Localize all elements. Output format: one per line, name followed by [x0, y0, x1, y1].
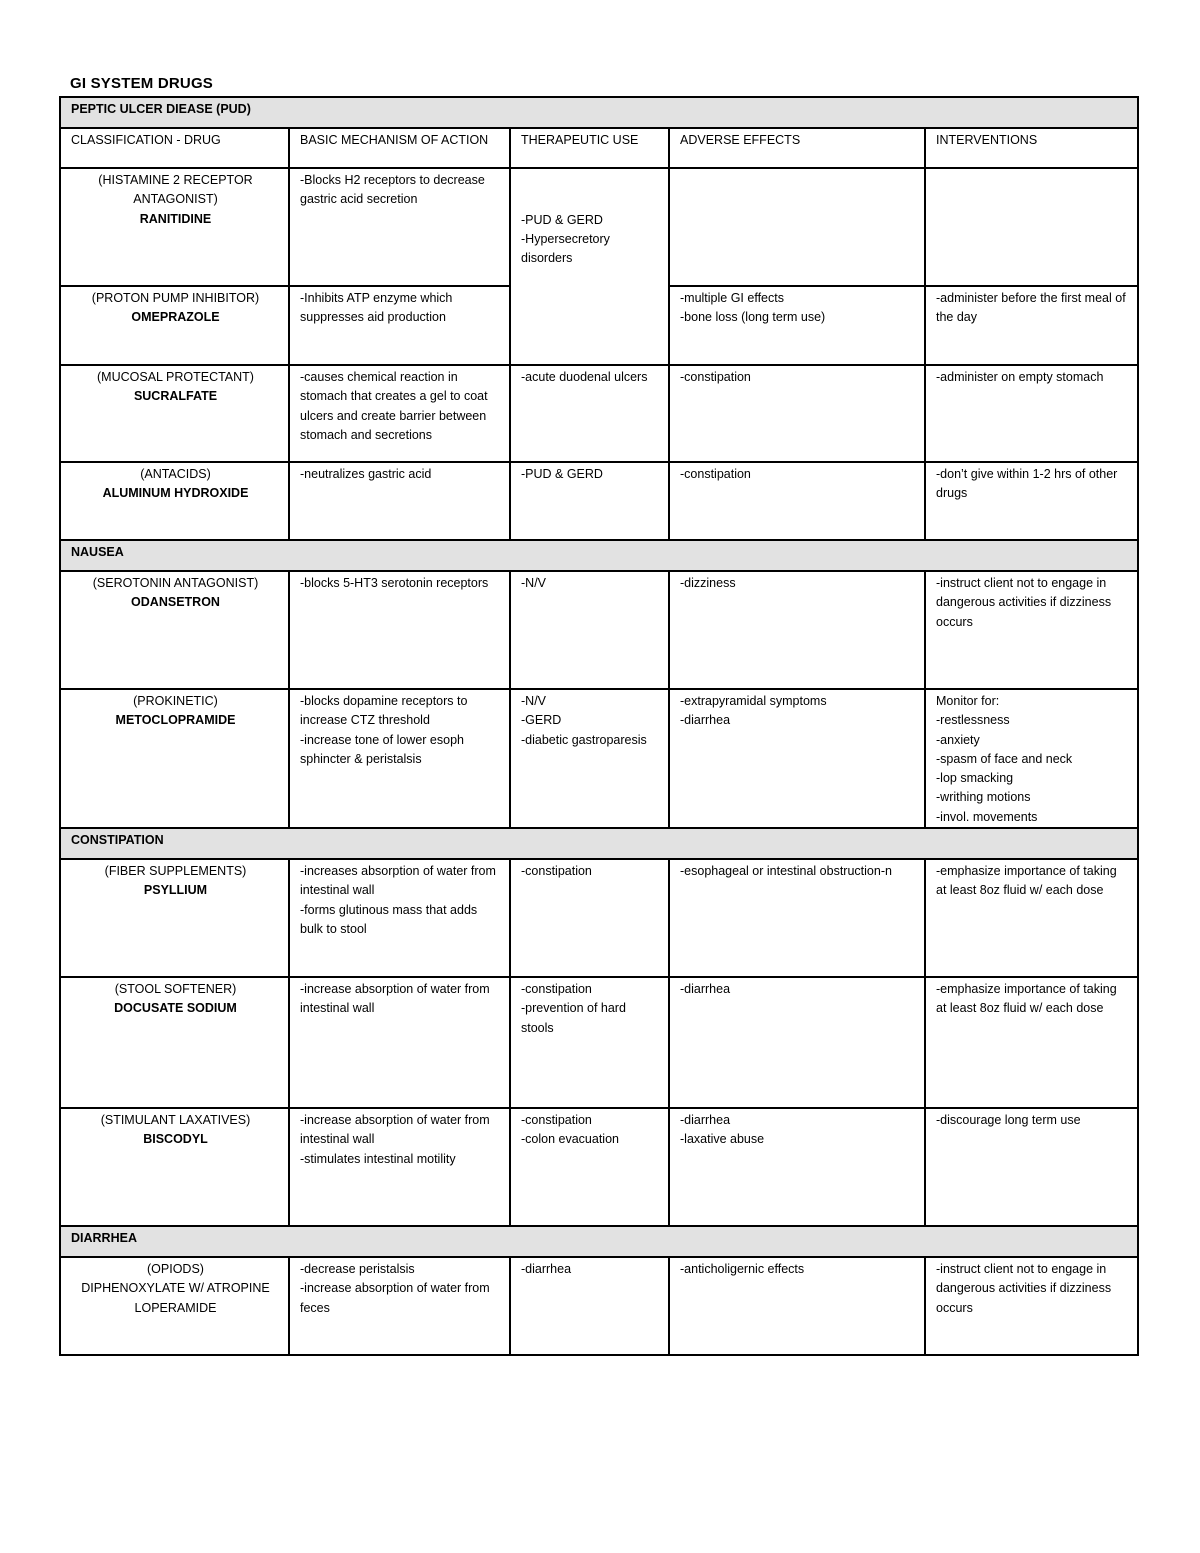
classification-cell: [60, 689, 289, 828]
drug-row-biscodyl: [60, 1108, 1138, 1226]
classification-cell: [60, 286, 289, 365]
adverse-effects-text: -esophageal or intestinal obstruction-n: [680, 864, 892, 879]
drug-name: DOCUSATE SODIUM: [114, 1001, 237, 1016]
column-header-interventions: INTERVENTIONS: [925, 128, 1138, 168]
therapeutic-use-text: -acute duodenal ulcers: [521, 370, 648, 384]
classification-cell: [60, 168, 289, 286]
therapeutic-use-text: -constipation -colon evacuation: [521, 1113, 619, 1147]
adverse-effects-cell: [669, 1257, 925, 1355]
interventions-cell: [925, 462, 1138, 540]
column-header-adverse-effects: ADVERSE EFFECTS: [669, 128, 925, 168]
adverse-effects-text: -diarrhea: [680, 982, 731, 997]
adverse-effects-cell: [669, 365, 925, 462]
interventions-text: -emphasize importance of taking at least 8oz fluid w/ each dose: [936, 982, 1121, 1016]
therapeutic-use-text: -PUD & GERD -Hypersecretory disorders: [521, 212, 610, 266]
therapeutic-use-text: -N/V: [521, 576, 546, 590]
drug-row-ranitidine: [60, 168, 1138, 286]
mechanism-text: -neutralizes gastric acid: [300, 467, 432, 481]
therapeutic-use-text: -constipation -prevention of hard stools: [521, 982, 626, 1035]
section-title: PEPTIC ULCER DIEASE (PUD): [60, 97, 1138, 128]
mechanism-cell: [289, 859, 510, 977]
mechanism-cell: [289, 365, 510, 462]
drug-row-odansetron: [60, 571, 1138, 689]
interventions-cell: [925, 1108, 1138, 1226]
adverse-effects-text: -constipation: [680, 467, 751, 481]
therapeutic-use-text: -diarrhea: [521, 1262, 572, 1277]
mechanism-text: -Inhibits ATP enzyme which suppresses aid production: [300, 291, 456, 325]
adverse-effects-cell: [669, 286, 925, 365]
therapeutic-use-text: -constipation: [521, 864, 592, 879]
drug-name: ODANSETRON: [131, 595, 220, 610]
adverse-effects-text: -extrapyramidal symptoms -diarrhea: [680, 694, 827, 728]
drug-class: (PROTON PUMP INHIBITOR): [91, 291, 260, 305]
mechanism-text: -causes chemical reaction in stomach that creates a gel to coat ulcers and create barrier between stomach and secretions: [300, 370, 492, 442]
column-header-classification: CLASSIFICATION - DRUG: [60, 128, 289, 168]
classification-cell: [60, 977, 289, 1108]
adverse-effects-cell: [669, 462, 925, 540]
mechanism-cell: [289, 689, 510, 828]
mechanism-cell: [289, 286, 510, 365]
drug-name: SUCRALFATE: [133, 389, 218, 404]
drug-name: ALUMINUM HYDROXIDE: [102, 486, 249, 501]
interventions-cell: [925, 1257, 1138, 1355]
therapeutic-use-cell: [510, 365, 669, 462]
section-header-nausea: [60, 540, 1138, 571]
section-title: NAUSEA: [60, 540, 1138, 571]
drug-row-psyllium: [60, 859, 1138, 977]
interventions-cell: [925, 168, 1138, 286]
classification-cell: [60, 1257, 289, 1355]
therapeutic-use-cell: [510, 977, 669, 1108]
mechanism-cell: [289, 977, 510, 1108]
mechanism-cell: [289, 168, 510, 286]
classification-cell: [60, 571, 289, 689]
adverse-effects-cell: [669, 689, 925, 828]
drug-name: RANITIDINE: [139, 211, 212, 226]
interventions-text: -administer on empty stomach: [936, 370, 1104, 384]
adverse-effects-cell: [669, 977, 925, 1108]
drug-class: (FIBER SUPPLEMENTS): [104, 864, 247, 879]
mechanism-text: -increase absorption of water from intestinal wall -stimulates intestinal motility: [300, 1113, 490, 1166]
mechanism-text: -increases absorption of water from intestinal wall -forms glutinous mass that adds bulk to stool: [300, 864, 496, 936]
adverse-effects-cell: [669, 168, 925, 286]
page-title: GI SYSTEM DRUGS: [70, 75, 214, 92]
drug-class: (STOOL SOFTENER): [114, 982, 237, 997]
drug-class: (ANTACIDS): [140, 467, 211, 481]
adverse-effects-cell: [669, 859, 925, 977]
adverse-effects-cell: [669, 571, 925, 689]
drug-row-sucralfate: [60, 365, 1138, 462]
therapeutic-use-text: -PUD & GERD: [521, 467, 603, 481]
drug-row-aluminum-hydroxide: [60, 462, 1138, 540]
drug-table: [59, 96, 1139, 1356]
mechanism-text: -Blocks H2 receptors to decrease gastric acid secretion: [300, 173, 489, 207]
drug-class: (OPIODS): [147, 1262, 204, 1277]
classification-cell: [60, 859, 289, 977]
mechanism-cell: [289, 1108, 510, 1226]
interventions-text: -don’t give within 1-2 hrs of other drugs: [936, 467, 1121, 501]
adverse-effects-text: -constipation: [680, 370, 751, 384]
adverse-effects-text: -anticholigernic effects: [680, 1262, 805, 1277]
interventions-text: -instruct client not to engage in dangerous activities if dizziness occurs: [936, 576, 1115, 629]
adverse-effects-text: -diarrhea -laxative abuse: [680, 1113, 765, 1147]
column-header-therapeutic-use: THERAPEUTIC USE: [510, 128, 669, 168]
mechanism-cell: [289, 571, 510, 689]
drug-class: (STIMULANT LAXATIVES): [100, 1113, 251, 1128]
drug-class: (HISTAMINE 2 RECEPTOR ANTAGONIST): [98, 173, 256, 207]
column-header-row: [60, 128, 1138, 168]
therapeutic-use-text: -N/V -GERD -diabetic gastroparesis: [521, 694, 647, 747]
classification-cell: [60, 462, 289, 540]
mechanism-text: -increase absorption of water from intestinal wall: [300, 982, 494, 1016]
adverse-effects-text: -dizziness: [680, 576, 736, 590]
therapeutic-use-cell: [510, 1257, 669, 1355]
drug-name: DIPHENOXYLATE W/ ATROPINE LOPERAMIDE: [81, 1281, 270, 1315]
drug-class: (SEROTONIN ANTAGONIST): [92, 576, 259, 590]
section-title: DIARRHEA: [60, 1226, 1138, 1257]
section-title: CONSTIPATION: [60, 828, 1138, 859]
interventions-text: -instruct client not to engage in dangerous activities if dizziness occurs: [936, 1262, 1115, 1315]
interventions-cell: [925, 689, 1138, 828]
interventions-text: -discourage long term use: [936, 1113, 1081, 1128]
therapeutic-use-cell: [510, 462, 669, 540]
therapeutic-use-cell: [510, 689, 669, 828]
interventions-cell: [925, 859, 1138, 977]
interventions-text: -emphasize importance of taking at least 8oz fluid w/ each dose: [936, 864, 1121, 898]
mechanism-cell: [289, 1257, 510, 1355]
classification-cell: [60, 1108, 289, 1226]
drug-row-opiods: [60, 1257, 1138, 1355]
mechanism-cell: [289, 462, 510, 540]
interventions-text: Monitor for: -restlessness -anxiety -spasm of face and neck -lop smacking -writhing motions -invol. movements: [936, 694, 1073, 824]
column-header-mechanism: BASIC MECHANISM OF ACTION: [289, 128, 510, 168]
therapeutic-use-cell: [510, 859, 669, 977]
drug-class: (MUCOSAL PROTECTANT): [97, 370, 254, 384]
drug-row-metoclopramide: [60, 689, 1138, 828]
section-header-pud: [60, 97, 1138, 128]
interventions-text: -administer before the first meal of the day: [936, 291, 1130, 325]
interventions-cell: [925, 977, 1138, 1108]
drug-name: METOCLOPRAMIDE: [115, 713, 236, 728]
section-header-diarrhea: [60, 1226, 1138, 1257]
classification-cell: [60, 365, 289, 462]
drug-name: BISCODYL: [143, 1132, 208, 1147]
section-header-constipation: [60, 828, 1138, 859]
mechanism-text: -decrease peristalsis -increase absorption of water from feces: [300, 1262, 490, 1315]
drug-name: OMEPRAZOLE: [131, 310, 220, 325]
interventions-cell: [925, 365, 1138, 462]
drug-name: PSYLLIUM: [143, 883, 208, 898]
interventions-cell: [925, 571, 1138, 689]
drug-row-docusate-sodium: [60, 977, 1138, 1108]
mechanism-text: -blocks 5-HT3 serotonin receptors: [300, 576, 489, 590]
adverse-effects-cell: [669, 1108, 925, 1226]
interventions-cell: [925, 286, 1138, 365]
therapeutic-use-cell: [510, 1108, 669, 1226]
therapeutic-use-cell: [510, 168, 669, 365]
adverse-effects-text: -multiple GI effects -bone loss (long term use): [680, 291, 826, 325]
therapeutic-use-cell: [510, 571, 669, 689]
mechanism-text: -blocks dopamine receptors to increase CTZ threshold -increase tone of lower esoph sphincter & peristalsis: [300, 694, 468, 766]
drug-class: (PROKINETIC): [133, 694, 218, 708]
